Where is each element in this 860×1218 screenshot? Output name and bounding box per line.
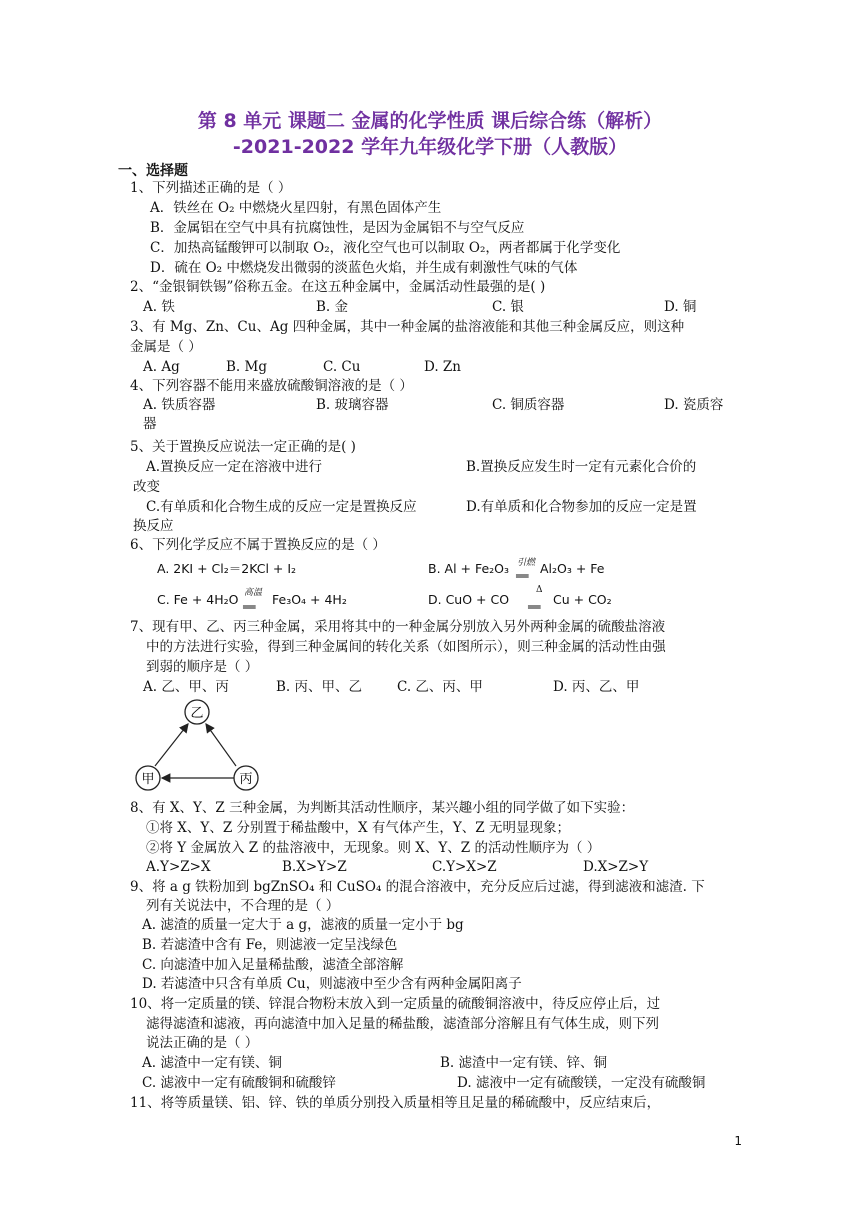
q6-stem: 6、下列化学反应不属于置换反应的是（ ） (130, 537, 386, 553)
q7-option-d: D. 丙、乙、甲 (553, 679, 640, 695)
q7-option-a: A. 乙、甲、丙 (143, 679, 229, 695)
q9-option-d: D. 若滤渣中只含有单质 Cu，则滤液中至少含有两种金属阳离子 (142, 976, 522, 992)
q5-option-b: B.置换反应发生时一定有元素化合价的 (466, 459, 697, 475)
q6-option-d-products: Cu + CO₂ (553, 592, 612, 607)
q4-option-c: C. 铜质容器 (492, 397, 565, 413)
q7-stem-1: 7、现有甲、乙、丙三种金属，采用将其中的一种金属分别放入另外两种金属的硫酸盐溶液 (130, 619, 666, 635)
q8-step-1: ①将 X、Y、Z 分别置于稀盐酸中，X 有气体产生，Y、Z 无明显现象； (146, 820, 570, 836)
q5-stem: 5、关于置换反应说法一定正确的是( ) (130, 439, 356, 455)
q5-option-d-continued: 换反应 (133, 518, 174, 534)
q5-option-a: A.置换反应一定在溶液中进行 (146, 459, 323, 475)
q6-option-c-equals: ══ (243, 600, 254, 614)
q5-option-d: D.有单质和化合物参加的反应一定是置 (466, 499, 697, 515)
q1-option-c: C．加热高锰酸钾可以制取 O₂，液化空气也可以制取 O₂，两者都属于化学变化 (150, 240, 621, 256)
q6-option-b-reactants: B. Al + Fe₂O₃ (428, 561, 510, 576)
q6-option-b-equals: ══ (516, 569, 527, 583)
q4-option-b: B. 玻璃容器 (316, 397, 389, 413)
q2-option-d: D. 铜 (664, 299, 697, 315)
q2-option-a: A. 铁 (143, 299, 175, 315)
q2-option-b: B. 金 (316, 299, 349, 315)
q10-option-d: D. 滤液中一定有硫酸镁，一定没有硫酸铜 (457, 1075, 706, 1091)
q7-stem-2: 中的方法进行实验，得到三种金属间的转化关系（如图所示），则三种金属的活动性由强 (146, 639, 666, 655)
metal-transformation-diagram (132, 696, 262, 792)
node-yi-label: 乙 (190, 706, 204, 721)
q8-step-2: ②将 Y 金属放入 Z 的盐溶液中，无现象。则 X、Y、Z 的活动性顺序为（ ） (146, 840, 601, 856)
q9-option-c: C. 向滤渣中加入足量稀盐酸，滤渣全部溶解 (142, 957, 404, 973)
arrow-bing-to-yi (206, 724, 236, 766)
q1-option-b: B．金属铝在空气中具有抗腐蚀性，是因为金属铝不与空气反应 (150, 220, 525, 236)
q10-option-c: C. 滤液中一定有硫酸铜和硫酸锌 (142, 1075, 336, 1091)
q2-stem: 2、“金银铜铁锡”俗称五金。在这五种金属中，金属活动性最强的是( ) (130, 279, 546, 295)
q3-option-c: C. Cu (323, 359, 361, 375)
node-bing-label: 丙 (239, 772, 253, 787)
q6-option-b-condition: 引燃 (517, 558, 536, 568)
q1-option-a: A．铁丝在 O₂ 中燃烧火星四射，有黑色固体产生 (150, 200, 442, 216)
q2-option-c: C. 银 (492, 299, 524, 315)
q6-option-b-products: Al₂O₃ + Fe (540, 561, 605, 576)
q5-option-c: C.有单质和化合物生成的反应一定是置换反应 (146, 499, 417, 515)
q7-option-c: C. 乙、丙、甲 (397, 679, 483, 695)
q9-stem-1: 9、将 a g 铁粉加到 bgZnSO₄ 和 CuSO₄ 的混合溶液中，充分反应后过滤，得到滤液和滤渣. 下 (130, 879, 705, 895)
q10-option-b: B. 滤渣中一定有镁、锌、铜 (440, 1055, 608, 1071)
q9-option-b: B. 若滤渣中含有 Fe，则滤液一定呈浅绿色 (142, 937, 398, 953)
q6-option-d-condition: Δ (536, 585, 543, 595)
q6-option-c-products: Fe₃O₄ + 4H₂ (272, 592, 347, 607)
q4-option-a: A. 铁质容器 (143, 397, 216, 413)
q6-option-d-equals: ══ (528, 600, 539, 614)
q3-stem-1: 3、有 Mg、Zn、Cu、Ag 四种金属，其中一种金属的盐溶液能和其他三种金属反应，则这种 (130, 319, 685, 335)
node-jia-label: 甲 (141, 772, 155, 787)
q6-option-c-reactants: C. Fe + 4H₂O (157, 592, 239, 607)
q10-stem-1: 10、将一定质量的镁、锌混合物粉末放入到一定质量的硫酸铜溶液中，待反应停止后，过 (130, 996, 661, 1012)
q7-option-b: B. 丙、甲、乙 (276, 679, 363, 695)
q6-option-c-condition: 高温 (244, 588, 263, 598)
arrow-jia-to-yi (155, 724, 188, 766)
title-line-2: -2021-2022 学年九年级化学下册（人教版） (232, 136, 628, 158)
q8-stem: 8、有 X、Y、Z 三种金属，为判断其活动性顺序，某兴趣小组的同学做了如下实验： (130, 800, 635, 816)
q9-stem-2: 列有关说法中，不合理的是（ ） (146, 898, 340, 914)
q8-option-c: C.Y>X>Z (432, 859, 497, 875)
q4-option-d-continued: 器 (143, 416, 157, 432)
q9-option-a: A. 滤渣的质量一定大于 a g，滤液的质量一定小于 bg (142, 917, 464, 933)
q3-stem-2: 金属是（ ） (130, 339, 202, 355)
q8-option-b: B.X>Y>Z (282, 859, 347, 875)
q6-option-a: A. 2KI + Cl₂＝2KCl + I₂ (157, 561, 297, 576)
q1-stem: 1、下列描述正确的是（ ） (130, 180, 292, 196)
q8-option-a: A.Y>Z>X (146, 859, 211, 875)
q10-stem-2: 滤得滤渣和滤液，再向滤渣中加入足量的稀盐酸，滤渣部分溶解且有气体生成，则下列 (146, 1016, 659, 1032)
q1-option-d: D．硫在 O₂ 中燃烧发出微弱的淡蓝色火焰，并生成有刺激性气味的气体 (150, 260, 578, 276)
q3-option-d: D. Zn (424, 359, 461, 375)
q10-stem-3: 说法正确的是（ ） (146, 1035, 259, 1051)
q11-stem: 11、将等质量镁、铝、锌、铁的单质分别投入质量相等且足量的稀硫酸中，反应结束后， (130, 1095, 661, 1111)
section-heading: 一、选择题 (118, 163, 188, 179)
q6-option-d-reactants: D. CuO + CO (428, 592, 510, 607)
q3-option-a: A. Ag (143, 359, 180, 375)
q4-option-d: D. 瓷质容 (664, 397, 724, 413)
page-number: 1 (734, 1134, 742, 1148)
q4-stem: 4、下列容器不能用来盛放硫酸铜溶液的是（ ） (130, 378, 413, 394)
q10-option-a: A. 滤渣中一定有镁、铜 (142, 1055, 282, 1071)
q7-stem-3: 到弱的顺序是（ ） (146, 659, 259, 675)
title-line-1: 第 8 单元 课题二 金属的化学性质 课后综合练（解析） (197, 110, 663, 132)
q3-option-b: B. Mg (226, 359, 267, 375)
q5-option-b-continued: 改变 (133, 479, 160, 495)
q8-option-d: D.X>Z>Y (583, 859, 649, 875)
